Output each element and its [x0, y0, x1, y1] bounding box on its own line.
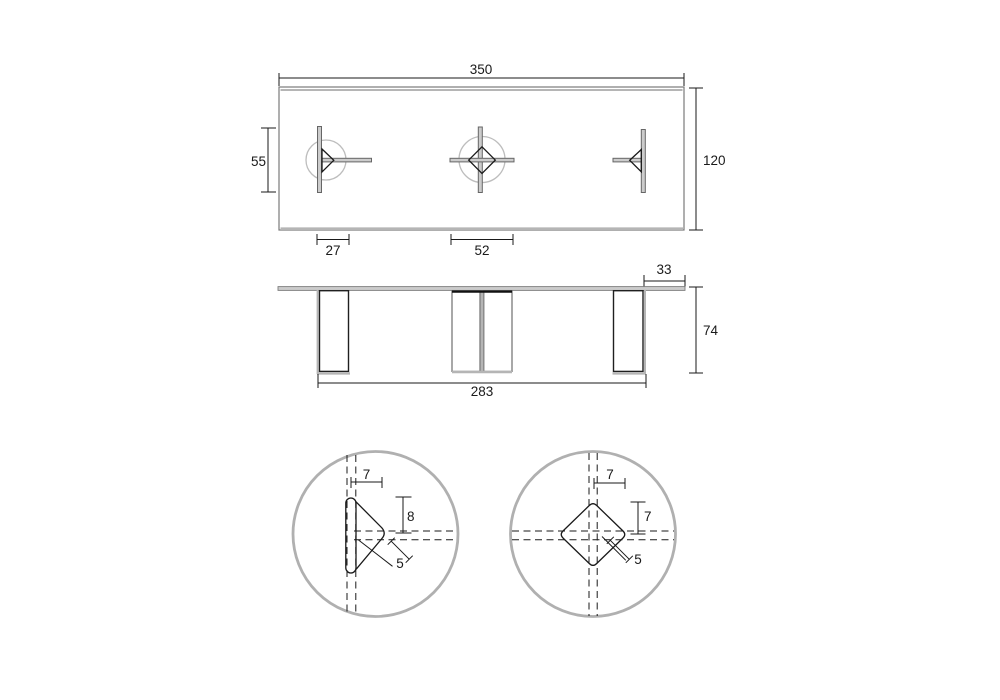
plan-dim-left-leg-label: 27 [325, 243, 341, 258]
detail-right-centerlines [512, 453, 674, 616]
front-dim-overhang-label: 33 [656, 262, 672, 277]
detail-left-dim-offset-label: 7 [362, 467, 371, 482]
front-dim-leg-span [318, 374, 646, 399]
front-view [278, 262, 719, 399]
detail-right-leg-section [561, 504, 625, 566]
plan-dim-leg-height [251, 128, 276, 192]
plan-dim-center-leg-label: 52 [474, 243, 490, 258]
detail-right [511, 452, 676, 617]
detail-left-brace-edge [359, 540, 393, 566]
front-dim-overhang [644, 262, 685, 288]
front-center-leg-panel-left [452, 291, 480, 372]
plan-right-leg-arm [613, 158, 641, 162]
front-center-leg [452, 291, 512, 372]
plan-dim-width [279, 62, 684, 86]
detail-left-dim-thickness-label: 5 [396, 556, 404, 571]
front-dim-height-label: 74 [703, 323, 719, 338]
detail-right-dim-offset [594, 467, 625, 489]
front-tabletop [278, 287, 685, 291]
front-right-leg-panel [614, 291, 644, 372]
detail-left-circle [293, 452, 458, 617]
detail-right-dim-height [631, 502, 652, 534]
detail-right-dim-height-label: 7 [644, 509, 652, 524]
detail-right-dim-offset-label: 7 [606, 467, 614, 482]
detail-left-dim-height [396, 497, 415, 533]
detail-right-circle [511, 452, 676, 617]
plan-dim-leg-height-label: 55 [250, 154, 266, 169]
plan-left-leg-plate [318, 127, 322, 193]
front-left-leg [317, 290, 350, 374]
front-center-leg-panel-right [484, 291, 512, 372]
front-dim-height [689, 287, 719, 373]
plan-dim-depth [689, 88, 726, 230]
detail-left [293, 452, 458, 617]
plan-left-leg-arm [322, 158, 372, 162]
plan-dim-depth-label: 120 [703, 153, 726, 168]
front-left-leg-panel [320, 291, 349, 372]
front-dim-height-ticks [689, 287, 703, 373]
plan-view [251, 62, 726, 258]
front-right-leg [613, 290, 647, 374]
plan-dim-depth-ticks [689, 88, 703, 230]
detail-left-arm-section [356, 502, 384, 570]
plan-dim-left-leg [317, 234, 349, 258]
plan-dim-width-label: 350 [469, 62, 493, 77]
detail-right-dim-thickness-label: 5 [634, 552, 642, 567]
plan-dim-center-leg [451, 234, 513, 258]
front-dim-leg-span-label: 283 [470, 384, 494, 399]
detail-left-dim-height-label: 8 [407, 509, 415, 524]
plan-center-leg-arm [450, 158, 514, 162]
